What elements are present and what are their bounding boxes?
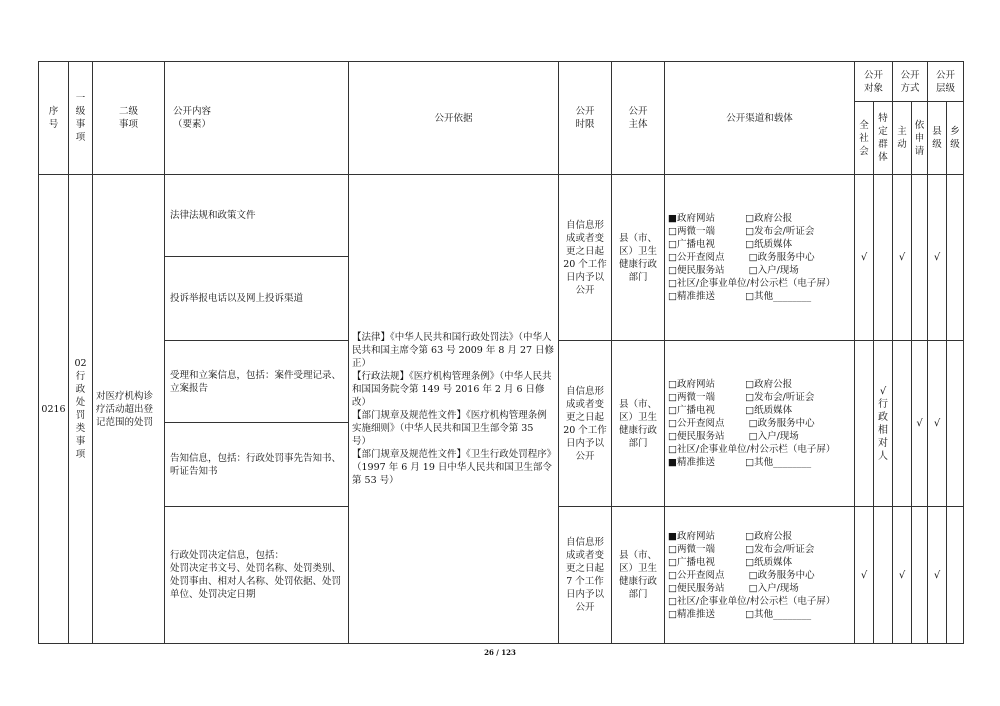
time-limit-1: 自信息形 成或者变 更之日起 20 个工作 日内予以 公开 (559, 175, 612, 341)
header-object-group: 公开 对象 (855, 62, 893, 102)
obj-all-3: √ (855, 507, 874, 644)
level-county-1: √ (928, 175, 947, 341)
row-level1: 02 行 政 处 罚 类 事 项 (69, 175, 93, 644)
channels-3: ■政府网站 □政府公报 □两微一端 □发布会/听证会 □广播电视 □纸质媒体 □公开查阅点 □政务服务中心 □便民服务站 □入户/现场 □社区/企事业单位/村公示栏（电子屏） □精准推送 □其他________ (665, 507, 855, 644)
level-town-2 (947, 341, 964, 507)
level-town-3 (947, 507, 964, 644)
disclosure-basis: 【法律】《中华人民共和国行政处罚法》（中华人民共和国主席令第 63 号 2009 年 8 月 27 日修正） 【行政法规】《医疗机构管理条例》（中华人民共和国国务院令第 149 号 2016 年 2 月 6 日修改） 【部门规章及规范性文件】《医疗机构管理条例实施细则》（中华人民共和国卫生部令第 35 号） 【部门规章及规范性文件】《卫生行政处罚程序》（1997 年 6 月 19 日中华人民共和国卫生部令第 53 号） (349, 175, 559, 644)
row-seq: 0216 (39, 175, 69, 644)
header-level1: 一 级 事 项 (69, 62, 93, 175)
header-level-group: 公开 层级 (928, 62, 964, 102)
method-active-3: √ (893, 507, 912, 644)
header-time-limit: 公开 时限 (559, 62, 612, 175)
subject-3: 县（市、 区）卫生 健康行政 部门 (612, 507, 665, 644)
method-active-1: √ (893, 175, 912, 341)
obj-specific-3 (874, 507, 893, 644)
level-county-2: √ (928, 341, 947, 507)
content-item-2: 投诉举报电话以及网上投诉渠道 (165, 257, 349, 341)
page-number: 26 / 123 (484, 648, 516, 657)
header-seq: 序 号 (39, 62, 69, 175)
content-item-4: 告知信息，包括：行政处罚事先告知书、听证告知书 (165, 423, 349, 507)
obj-all-2 (855, 341, 874, 507)
disclosure-table (38, 61, 964, 644)
method-apply-1 (912, 175, 928, 341)
content-item-3: 受理和立案信息，包括：案件受理记录、立案报告 (165, 341, 349, 423)
content-item-5: 行政处罚决定信息，包括： 处罚决定书文号、处罚名称、处罚类别、处罚事由、相对人名称、处罚依据、处罚单位、处罚决定日期 (165, 507, 349, 644)
level-town-1 (947, 175, 964, 341)
method-apply-3 (912, 507, 928, 644)
obj-specific-1 (874, 175, 893, 341)
header-obj-specific: 特 定 群 体 (874, 102, 893, 175)
header-level2: 二级 事项 (93, 62, 165, 175)
level-county-3: √ (928, 507, 947, 644)
header-obj-all: 全 社 会 (855, 102, 874, 175)
header-subject: 公开 主体 (612, 62, 665, 175)
subject-1: 县（市、 区）卫生 健康行政 部门 (612, 175, 665, 341)
header-content: 公开内容 （要素） (165, 62, 349, 175)
obj-specific-2: √ 行 政 相 对 人 (874, 341, 893, 507)
header-basis: 公开依据 (349, 62, 559, 175)
method-active-2 (893, 341, 912, 507)
header-channels: 公开渠道和载体 (665, 62, 855, 175)
channels-2: □政府网站 □政府公报 □两微一端 □发布会/听证会 □广播电视 □纸质媒体 □公开查阅点 □政务服务中心 □便民服务站 □入户/现场 □社区/企事业单位/村公示栏（电子屏） ■精准推送 □其他________ (665, 341, 855, 507)
header-level-county: 县 级 (928, 102, 947, 175)
subject-2: 县（市、 区）卫生 健康行政 部门 (612, 341, 665, 507)
header-method-apply: 依 申 请 (912, 102, 928, 175)
method-apply-2: √ (912, 341, 928, 507)
time-limit-3: 自信息形 成或者变 更之日起 7 个工作 日内予以 公开 (559, 507, 612, 644)
header-method-group: 公开 方式 (893, 62, 928, 102)
row-level2: 对医疗机构诊疗活动超出登记范围的处罚 (93, 175, 165, 644)
content-item-1: 法律法规和政策文件 (165, 175, 349, 257)
obj-all-1: √ (855, 175, 874, 341)
header-method-active: 主 动 (893, 102, 912, 175)
channels-1: ■政府网站 □政府公报 □两微一端 □发布会/听证会 □广播电视 □纸质媒体 □公开查阅点 □政务服务中心 □便民服务站 □入户/现场 □社区/企事业单位/村公示栏（电子屏） □精准推送 □其他________ (665, 175, 855, 341)
time-limit-2: 自信息形 成或者变 更之日起 20 个工作 日内予以 公开 (559, 341, 612, 507)
header-level-town: 乡 级 (947, 102, 964, 175)
